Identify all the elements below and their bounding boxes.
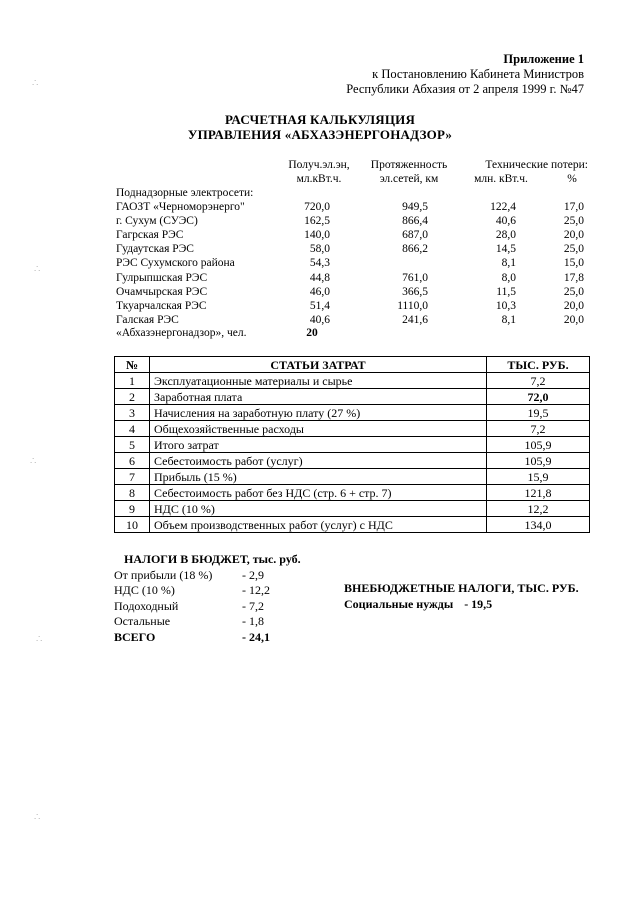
title-line-1: РАСЧЕТНАЯ КАЛЬКУЛЯЦИЯ xyxy=(224,112,416,127)
network-name: Гулрыпшская РЭС xyxy=(116,271,208,284)
section-label: Поднадзорные электросети: xyxy=(116,187,254,199)
network-loss-mln: 122,4 xyxy=(490,201,516,213)
length-header xyxy=(364,158,454,187)
cost-row xyxy=(115,485,590,501)
network-loss-pct: 17,8 xyxy=(563,271,584,284)
cost-row xyxy=(115,421,590,437)
network-length: 687,0 xyxy=(402,229,428,242)
energy-header xyxy=(280,158,358,187)
col-item-header: СТАТЬИ ЗАТРАТ xyxy=(150,357,487,373)
length-header-line1: Протяженность xyxy=(370,159,448,171)
cost-row-item: Общехозяйственные расходы xyxy=(150,421,487,437)
network-energy: 46,0 xyxy=(309,285,330,298)
network-loss-mln: 11,5 xyxy=(496,285,516,298)
energy-header-line2: мл.кВт.ч. xyxy=(296,173,342,186)
cost-row-number: 6 xyxy=(115,453,150,469)
cost-row xyxy=(115,405,590,421)
tax-value: - 7,2 xyxy=(242,598,264,613)
scan-speck: ∴ xyxy=(36,634,43,645)
cost-row-number: 1 xyxy=(115,373,150,389)
staff-value: 20 xyxy=(306,327,318,339)
network-energy: 44,8 xyxy=(309,271,330,284)
network-loss-pct: 25,0 xyxy=(563,285,584,298)
cost-row-value: 19,5 xyxy=(487,405,590,421)
budget-taxes-list xyxy=(114,568,301,630)
network-loss-pct: 20,0 xyxy=(563,313,584,326)
network-name: РЭС Сухумского района xyxy=(116,257,235,270)
cost-row xyxy=(115,373,590,389)
cost-row-number: 4 xyxy=(115,421,150,437)
cost-table-header xyxy=(115,357,590,373)
tax-row xyxy=(114,583,301,599)
appendix-reference xyxy=(346,52,584,97)
appendix-date: Республики Абхазия от 2 апреля 1999 г. №47 xyxy=(346,82,584,96)
cost-row-number: 2 xyxy=(115,389,150,405)
network-length: 949,5 xyxy=(402,201,428,213)
cost-row-item: Объем производственных работ (услуг) с НДС xyxy=(150,517,487,533)
network-name: Галская РЭС xyxy=(116,313,179,326)
network-name: г. Сухум (СУЭС) xyxy=(116,215,198,228)
network-length: 366,5 xyxy=(402,285,428,298)
budget-taxes-total xyxy=(114,630,301,646)
social-needs xyxy=(344,597,579,613)
cost-row-item: Эксплуатационные материалы и сырье xyxy=(150,373,487,389)
tax-label: НДС (10 %) xyxy=(114,583,175,597)
cost-row-number: 10 xyxy=(115,517,150,533)
network-name: ГАОЗТ «Черноморэнерго" xyxy=(116,201,245,213)
tax-label: Остальные xyxy=(114,614,171,628)
length-header-line2: эл.сетей, км xyxy=(379,173,439,186)
network-loss-mln: 8,1 xyxy=(501,257,516,270)
network-energy: 162,5 xyxy=(304,215,330,228)
network-name: Очамчырская РЭС xyxy=(116,285,208,298)
network-length: 1110,0 xyxy=(397,299,428,312)
network-energy: 720,0 xyxy=(304,201,330,213)
network-loss-mln: 8,0 xyxy=(501,271,516,284)
cost-row-value: 15,9 xyxy=(487,469,590,485)
tax-value: - 12,2 xyxy=(242,583,270,597)
network-loss-mln: 8,1 xyxy=(501,313,516,326)
cost-row-value: 121,8 xyxy=(487,485,590,501)
extra-budget-title: ВНЕБЮДЖЕТНЫЕ НАЛОГИ, ТЫС. РУБ. xyxy=(344,581,579,595)
cost-row-number: 5 xyxy=(115,437,150,453)
cost-row-value: 72,0 xyxy=(487,389,590,405)
cost-row-item: Себестоимость работ без НДС (стр. 6 + стр. 7) xyxy=(150,485,487,501)
network-loss-mln: 28,0 xyxy=(495,229,516,242)
network-energy: 54,3 xyxy=(309,257,330,270)
network-name: Гагрская РЭС xyxy=(116,229,184,242)
losses-pct-header: % xyxy=(567,173,577,185)
scan-speck: ∴ xyxy=(30,456,37,467)
network-energy: 140,0 xyxy=(304,229,330,242)
tax-value: - 1,8 xyxy=(242,614,264,628)
tax-row xyxy=(114,568,301,584)
cost-row-item: Заработная плата xyxy=(150,389,487,405)
network-loss-mln: 10,3 xyxy=(495,299,516,312)
losses-header-line1: Технические потери: xyxy=(485,159,588,171)
tax-label: От прибыли (18 %) xyxy=(114,567,213,582)
network-loss-mln: 14,5 xyxy=(495,243,516,256)
network-loss-pct: 25,0 xyxy=(563,215,584,228)
network-energy: 58,0 xyxy=(309,243,330,256)
cost-row-value: 12,2 xyxy=(487,501,590,517)
network-name: Гудаутская РЭС xyxy=(116,243,194,256)
cost-items-table xyxy=(114,356,590,533)
cost-row-item: Себестоимость работ (услуг) xyxy=(150,453,487,469)
network-length: 866,2 xyxy=(402,243,428,256)
cost-row xyxy=(115,453,590,469)
cost-row-value: 105,9 xyxy=(487,453,590,469)
network-length: 866,4 xyxy=(402,215,428,228)
tax-row xyxy=(114,614,301,630)
cost-row-item: Прибыль (15 %) xyxy=(150,469,487,485)
network-loss-mln: 40,6 xyxy=(495,215,516,228)
network-energy: 51,4 xyxy=(309,299,330,312)
tax-value: - 2,9 xyxy=(242,567,264,582)
cost-row xyxy=(115,501,590,517)
cost-row-value: 105,9 xyxy=(487,437,590,453)
network-loss-pct: 17,0 xyxy=(563,201,584,213)
network-loss-pct: 20,0 xyxy=(563,229,584,242)
cost-row-number: 7 xyxy=(115,469,150,485)
cost-row-value: 7,2 xyxy=(487,373,590,389)
total-label: ВСЕГО xyxy=(114,629,156,644)
network-length: 241,6 xyxy=(402,313,428,326)
cost-row-item: НДС (10 %) xyxy=(150,501,487,517)
budget-taxes-title: НАЛОГИ В БЮДЖЕТ, тыс. руб. xyxy=(124,552,301,566)
title-line-2: УПРАВЛЕНИЯ «АБХАЗЭНЕРГОНАДЗОР» xyxy=(187,127,453,142)
network-name: Ткуарчалская РЭС xyxy=(116,299,207,312)
network-loss-pct: 20,0 xyxy=(563,299,584,312)
network-energy: 40,6 xyxy=(309,313,330,326)
scan-speck: ∴ xyxy=(34,812,41,823)
network-length: 761,0 xyxy=(402,271,428,284)
scan-speck: ∴ xyxy=(32,78,39,89)
cost-row-item: Итого затрат xyxy=(150,437,487,453)
extra-budget-taxes xyxy=(344,581,579,612)
cost-row-value: 134,0 xyxy=(487,517,590,533)
cost-row xyxy=(115,437,590,453)
network-loss-pct: 25,0 xyxy=(563,243,584,256)
cost-row-number: 8 xyxy=(115,485,150,501)
cost-row-item: Начисления на заработную плату (27 %) xyxy=(150,405,487,421)
cost-row-number: 3 xyxy=(115,405,150,421)
cost-row xyxy=(115,389,590,405)
cost-row-number: 9 xyxy=(115,501,150,517)
budget-taxes xyxy=(114,552,301,645)
tax-row xyxy=(114,599,301,615)
staff-label: «Абхазэнергонадзор», чел. xyxy=(116,327,247,339)
energy-header-line1: Получ.эл.эн, xyxy=(288,159,350,171)
tax-label: Подоходный xyxy=(114,598,179,613)
appendix-resolution: к Постановлению Кабинета Министров xyxy=(372,67,584,81)
col-number-header: № xyxy=(115,357,150,373)
scan-speck: ∴ xyxy=(34,264,41,275)
appendix-number: Приложение 1 xyxy=(503,52,584,66)
document-title xyxy=(0,112,640,142)
losses-mln-header: млн. кВт.ч. xyxy=(474,173,528,185)
cost-row xyxy=(115,469,590,485)
network-loss-pct: 15,0 xyxy=(563,257,584,270)
total-value: - 24,1 xyxy=(242,629,270,644)
col-value-header: ТЫС. РУБ. xyxy=(487,357,590,373)
cost-row xyxy=(115,517,590,533)
social-needs-label: Социальные нужды xyxy=(344,596,454,611)
social-needs-value: - 19,5 xyxy=(464,596,493,611)
cost-row-value: 7,2 xyxy=(487,421,590,437)
